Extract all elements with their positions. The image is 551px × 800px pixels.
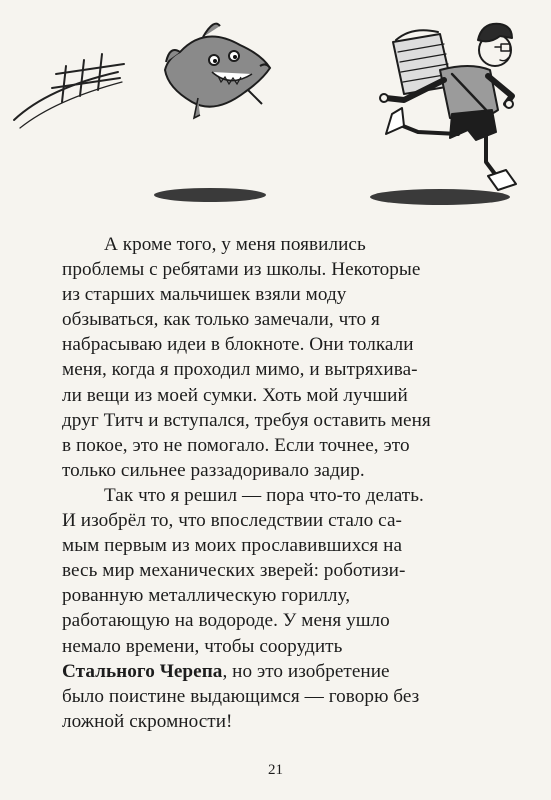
page-number: 21 xyxy=(268,762,283,778)
text-line: только сильнее раззадоривало задир. xyxy=(62,459,365,481)
text-line-rest: , но это изобретение xyxy=(222,660,390,682)
text-line: немало времени, чтобы соорудить xyxy=(62,635,343,657)
text-line: проблемы с ребятами из школы. Некоторые xyxy=(62,259,421,281)
text-line: друг Титч и вступался, требуя оставить меня xyxy=(62,409,431,431)
text-line-with-bold xyxy=(62,659,492,684)
text-line: меня, когда я проходил мимо, и вытряхива- xyxy=(62,359,418,381)
text-line: в покое, это не помогало. Если точнее, это xyxy=(62,434,410,456)
text-line: из старших мальчишек взяли моду xyxy=(62,284,347,306)
paragraph-1 xyxy=(62,232,492,483)
paragraph-2 xyxy=(62,483,492,734)
motion-lines-icon xyxy=(14,54,124,128)
text-line: было поистине выдающимся — говорю без xyxy=(62,685,420,707)
text-line: ложной скромности! xyxy=(62,710,233,732)
running-boy-and-flying-monster-illustration xyxy=(0,0,551,215)
text-line: работающую на водороде. У меня ушло xyxy=(62,610,390,632)
text-line: ли вещи из моей сумки. Хоть мой лучший xyxy=(62,384,408,406)
body-text xyxy=(62,232,492,734)
text-line: весь мир механических зверей: роботизи- xyxy=(62,560,406,582)
text-line: рованную металлическую гориллу, xyxy=(62,585,351,607)
text-line: И изобрёл то, что впоследствии стало са- xyxy=(62,510,402,532)
boy-shadow xyxy=(370,189,510,205)
text-line: Так что я решил — пора что-то делать. xyxy=(104,484,424,506)
text-line: набрасываю идеи в блокноте. Они толкали xyxy=(62,334,414,356)
text-line: А кроме того, у меня появились xyxy=(104,234,366,255)
pillow-monster xyxy=(165,24,270,118)
monster-shadow xyxy=(154,188,266,202)
robot-name-bold: Стального Черепа xyxy=(62,660,223,682)
text-line: мым первым из моих прославившихся на xyxy=(62,535,403,557)
running-boy xyxy=(380,24,516,190)
text-line: обзываться, как только замечали, что я xyxy=(62,309,380,331)
